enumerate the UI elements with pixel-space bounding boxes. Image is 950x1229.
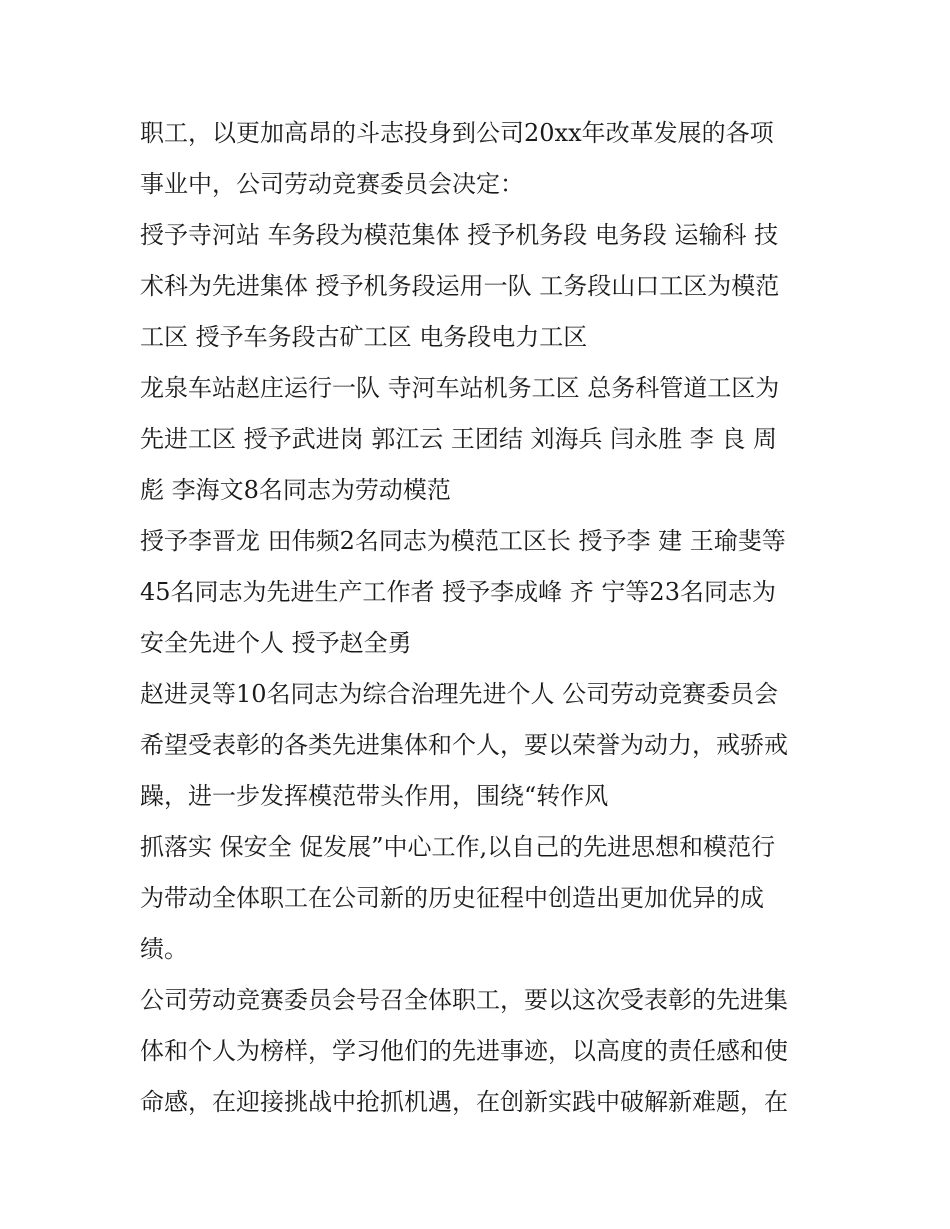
text-line: 体和个人为榜样，学习他们的先进事迹，以高度的责任感和使 (140, 1037, 788, 1065)
text-line: 职工，以更加高昂的斗志投身到公司20xx年改革发展的各项 (140, 119, 774, 147)
text-line: 授予李晋龙 田伟频2名同志为模范工区长 授予李 建 王瑜斐等 (140, 527, 786, 555)
text-line: 工区 授予车务段古矿工区 电务段电力工区 (140, 323, 588, 351)
text-line: 命感，在迎接挑战中抢抓机遇，在创新实践中破解新难题，在 (140, 1088, 788, 1116)
text-line: 龙泉车站赵庄运行一队 寺河车站机务工区 总务科管道工区为 (140, 374, 780, 402)
text-line: 绩。 (140, 935, 188, 963)
text-line: 抓落实 保安全 促发展”中心工作,以自己的先进思想和模范行 (140, 833, 776, 861)
text-line: 事业中，公司劳动竞赛委员会决定： (140, 170, 524, 198)
text-line: 彪 李海文8名同志为劳动模范 (140, 476, 451, 504)
text-line: 授予寺河站 车务段为模范集体 授予机务段 电务段 运输科 技 (140, 221, 779, 249)
text-line: 安全先进个人 授予赵全勇 (140, 629, 412, 657)
text-line: 45名同志为先进生产工作者 授予李成峰 齐 宁等23名同志为 (140, 578, 776, 606)
text-line: 公司劳动竞赛委员会号召全体职工，要以这次受表彰的先进集 (140, 986, 788, 1014)
text-line: 为带动全体职工在公司新的历史征程中创造出更加优异的成 (140, 884, 764, 912)
text-line: 术科为先进集体 授予机务段运用一队 工务段山口工区为模范 (140, 272, 780, 300)
text-line: 希望受表彰的各类先进集体和个人，要以荣誉为动力，戒骄戒 (140, 731, 788, 759)
text-line: 先进工区 授予武进岗 郭江云 王团结 刘海兵 闫永胜 李 良 周 (140, 425, 778, 453)
text-line: 赵进灵等10名同志为综合治理先进个人 公司劳动竞赛委员会 (140, 680, 779, 708)
text-line: 躁，进一步发挥模范带头作用，围绕“转作风 (140, 782, 609, 810)
body-text (140, 108, 820, 1128)
